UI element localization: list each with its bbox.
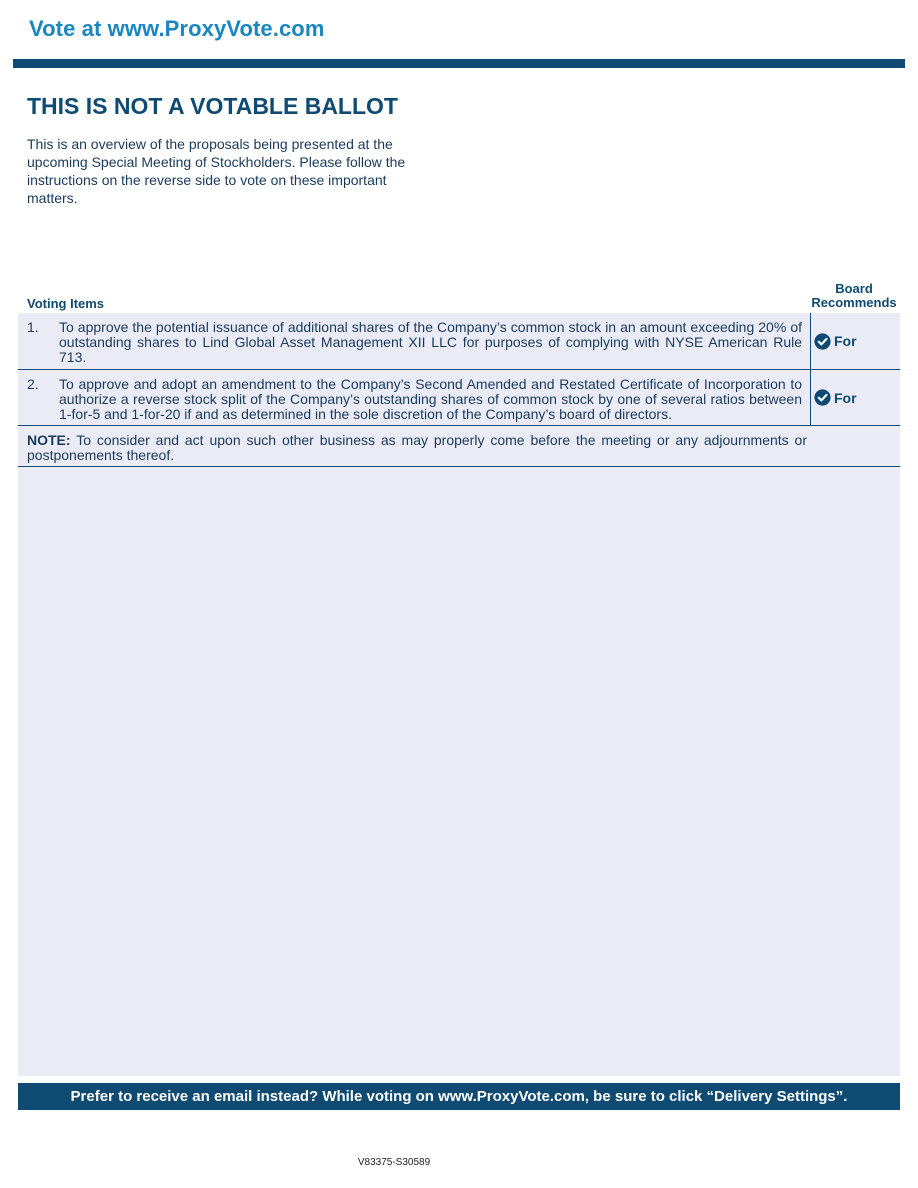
check-circle-icon bbox=[814, 389, 831, 406]
recommendation-label: For bbox=[834, 333, 857, 349]
note-body: To consider and act upon such other business as may properly come before the meeting or any adjournments or postponements thereof. bbox=[27, 432, 807, 463]
recommendation-label: For bbox=[834, 389, 857, 406]
note-text bbox=[27, 433, 807, 463]
header-divider bbox=[13, 59, 905, 68]
proposal-row bbox=[18, 370, 900, 426]
column-divider bbox=[810, 370, 811, 425]
proposal-row bbox=[18, 313, 900, 370]
board-recommends-header-line1: Board bbox=[835, 281, 873, 296]
voting-items-header: Voting Items bbox=[27, 296, 105, 311]
board-recommendation bbox=[814, 370, 857, 425]
page-title: THIS IS NOT A VOTABLE BALLOT bbox=[27, 93, 398, 119]
footer-banner: Prefer to receive an email instead? While voting on www.ProxyVote.com, be sure to click “Delivery Settings”. bbox=[18, 1083, 900, 1110]
proposal-number: 1. bbox=[27, 319, 39, 335]
board-recommends-header-line2: Recommends bbox=[811, 295, 897, 310]
document-code: V83375-S30589 bbox=[357, 1157, 431, 1168]
column-divider bbox=[810, 313, 811, 369]
header-title: Vote at www.ProxyVote.com bbox=[29, 16, 325, 41]
proposal-text: To approve and adopt an amendment to the Company’s Second Amended and Restated Certificate of Incorporation to authorize a reverse stock split of the Company’s outstanding shares of common stock by one of several ratios between 1-for-5 and 1-for-20 if and as determined in the sole discretion of the Company’s board of directors. bbox=[59, 376, 802, 422]
board-recommends-header bbox=[806, 282, 902, 310]
proposal-text: To approve the potential issuance of additional shares of the Company’s common stock in an amount exceeding 20% of outstanding shares to Lind Global Asset Management XII LLC for purposes of complying with NYSE American Rule 713. bbox=[59, 319, 802, 365]
board-recommendation bbox=[814, 313, 857, 369]
intro-paragraph: This is an overview of the proposals being presented at the upcoming Special Meeting of Stockholders. Please follow the instructions on the reverse side to vote on these important matters. bbox=[27, 136, 406, 206]
check-circle-icon bbox=[814, 333, 831, 350]
note-row bbox=[18, 426, 900, 467]
note-label: NOTE: bbox=[27, 432, 71, 448]
proposal-number: 2. bbox=[27, 376, 39, 392]
